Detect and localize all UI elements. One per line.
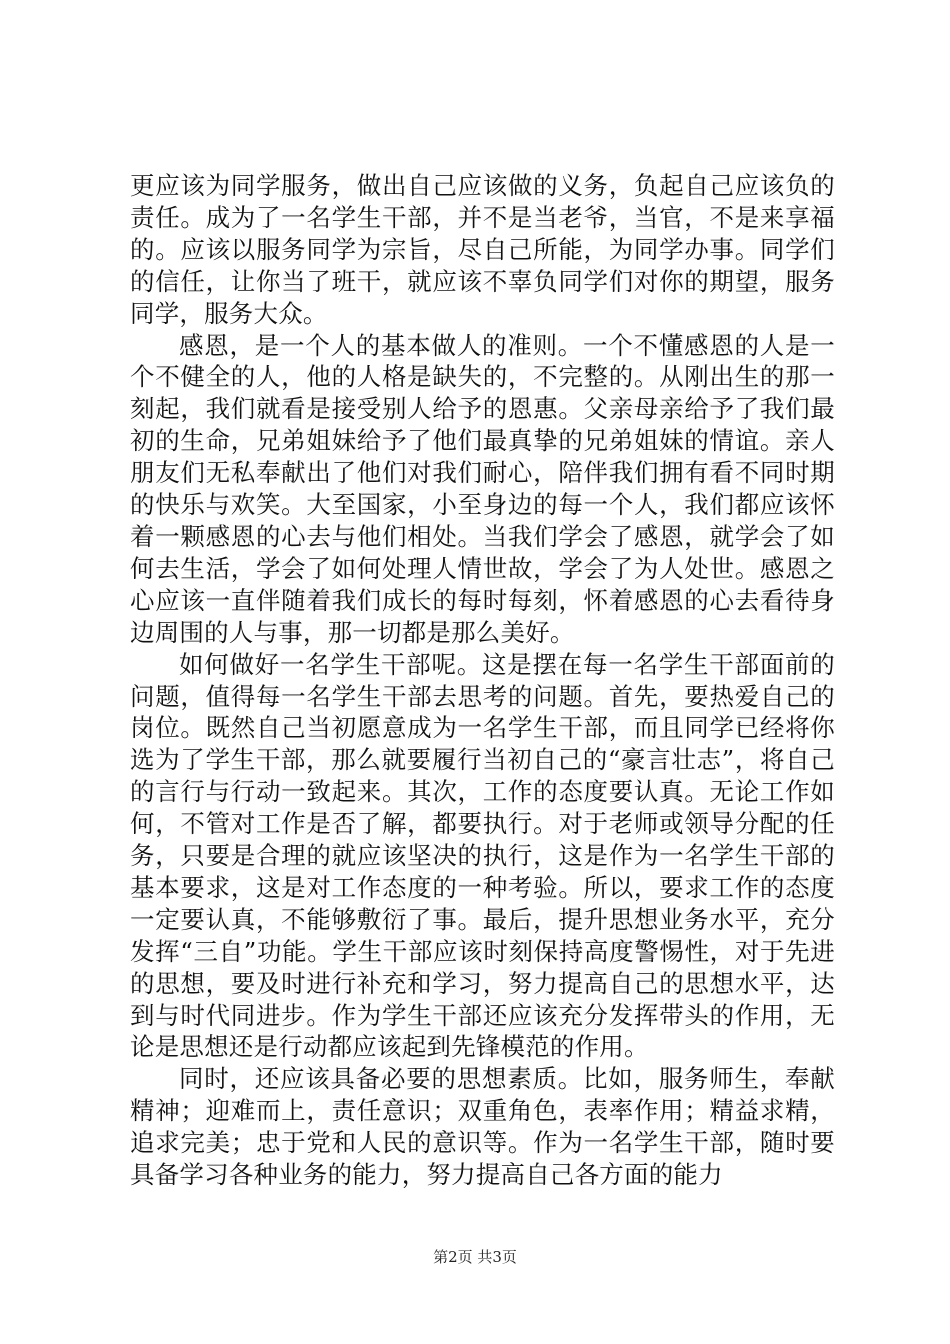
- document-body: [130, 170, 835, 1191]
- page-number-footer: 第2页 共3页: [433, 1248, 517, 1266]
- paragraph-how-to-be-cadre: 如何做好一名学生干部呢。这是摆在每一名学生干部面前的问题，值得每一名学生干部去思考的问题。首先，要热爱自己的岗位。既然自己当初愿意成为一名学生干部，而且同学已经将你选为了学生干部，那么就要履行当初自己的“豪言壮志”，将自己的言行与行动一致起来。其次，工作的态度要认真。无论工作如何，不管对工作是否了解，都要执行。对于老师或领导分配的任务，只要是合理的就应该坚决的执行，这是作为一名学生干部的基本要求，这是对工作态度的一种考验。所以，要求工作的态度一定要认真，不能够敷衍了事。最后，提升思想业务水平，充分发挥“三自”功能。学生干部应该时刻保持高度警惕性，对于先进的思想，要及时进行补充和学习，努力提高自己的思想水平，达到与时代同进步。作为学生干部还应该充分发挥带头的作用，无论是思想还是行动都应该起到先锋模范的作用。: [130, 649, 835, 1062]
- paragraph-gratitude: 感恩，是一个人的基本做人的准则。一个不懂感恩的人是一个不健全的人，他的人格是缺失的，不完整的。从刚出生的那一刻起，我们就看是接受别人给予的恩惠。父亲母亲给予了我们最初的生命，兄弟姐妹给予了他们最真挚的兄弟姐妹的情谊。亲人朋友们无私奉献出了他们对我们耐心，陪伴我们拥有看不同时期的快乐与欢笑。大至国家，小至身边的每一个人，我们都应该怀着一颗感恩的心去与他们相处。当我们学会了感恩，就学会了如何去生活，学会了如何处理人情世故，学会了为人处世。感恩之心应该一直伴随着我们成长的每时每刻，怀着感恩的心去看待身边周围的人与事，那一切都是那么美好。: [130, 330, 835, 647]
- paragraph-service: 更应该为同学服务，做出自己应该做的义务，负起自己应该负的责任。成为了一名学生干部，并不是当老爷，当官，不是来享福的。应该以服务同学为宗旨，尽自己所能，为同学办事。同学们的信任，让你当了班干，就应该不辜负同学们对你的期望，服务同学，服务大众。: [130, 171, 835, 328]
- paragraph-ideological-quality: 同时，还应该具备必要的思想素质。比如，服务师生，奉献精神；迎难而上，责任意识；双重角色，表率作用；精益求精，追求完美；忠于党和人民的意识等。作为一名学生干部，随时要具备学习各种业务的能力，努力提高自己各方面的能力: [130, 1064, 835, 1190]
